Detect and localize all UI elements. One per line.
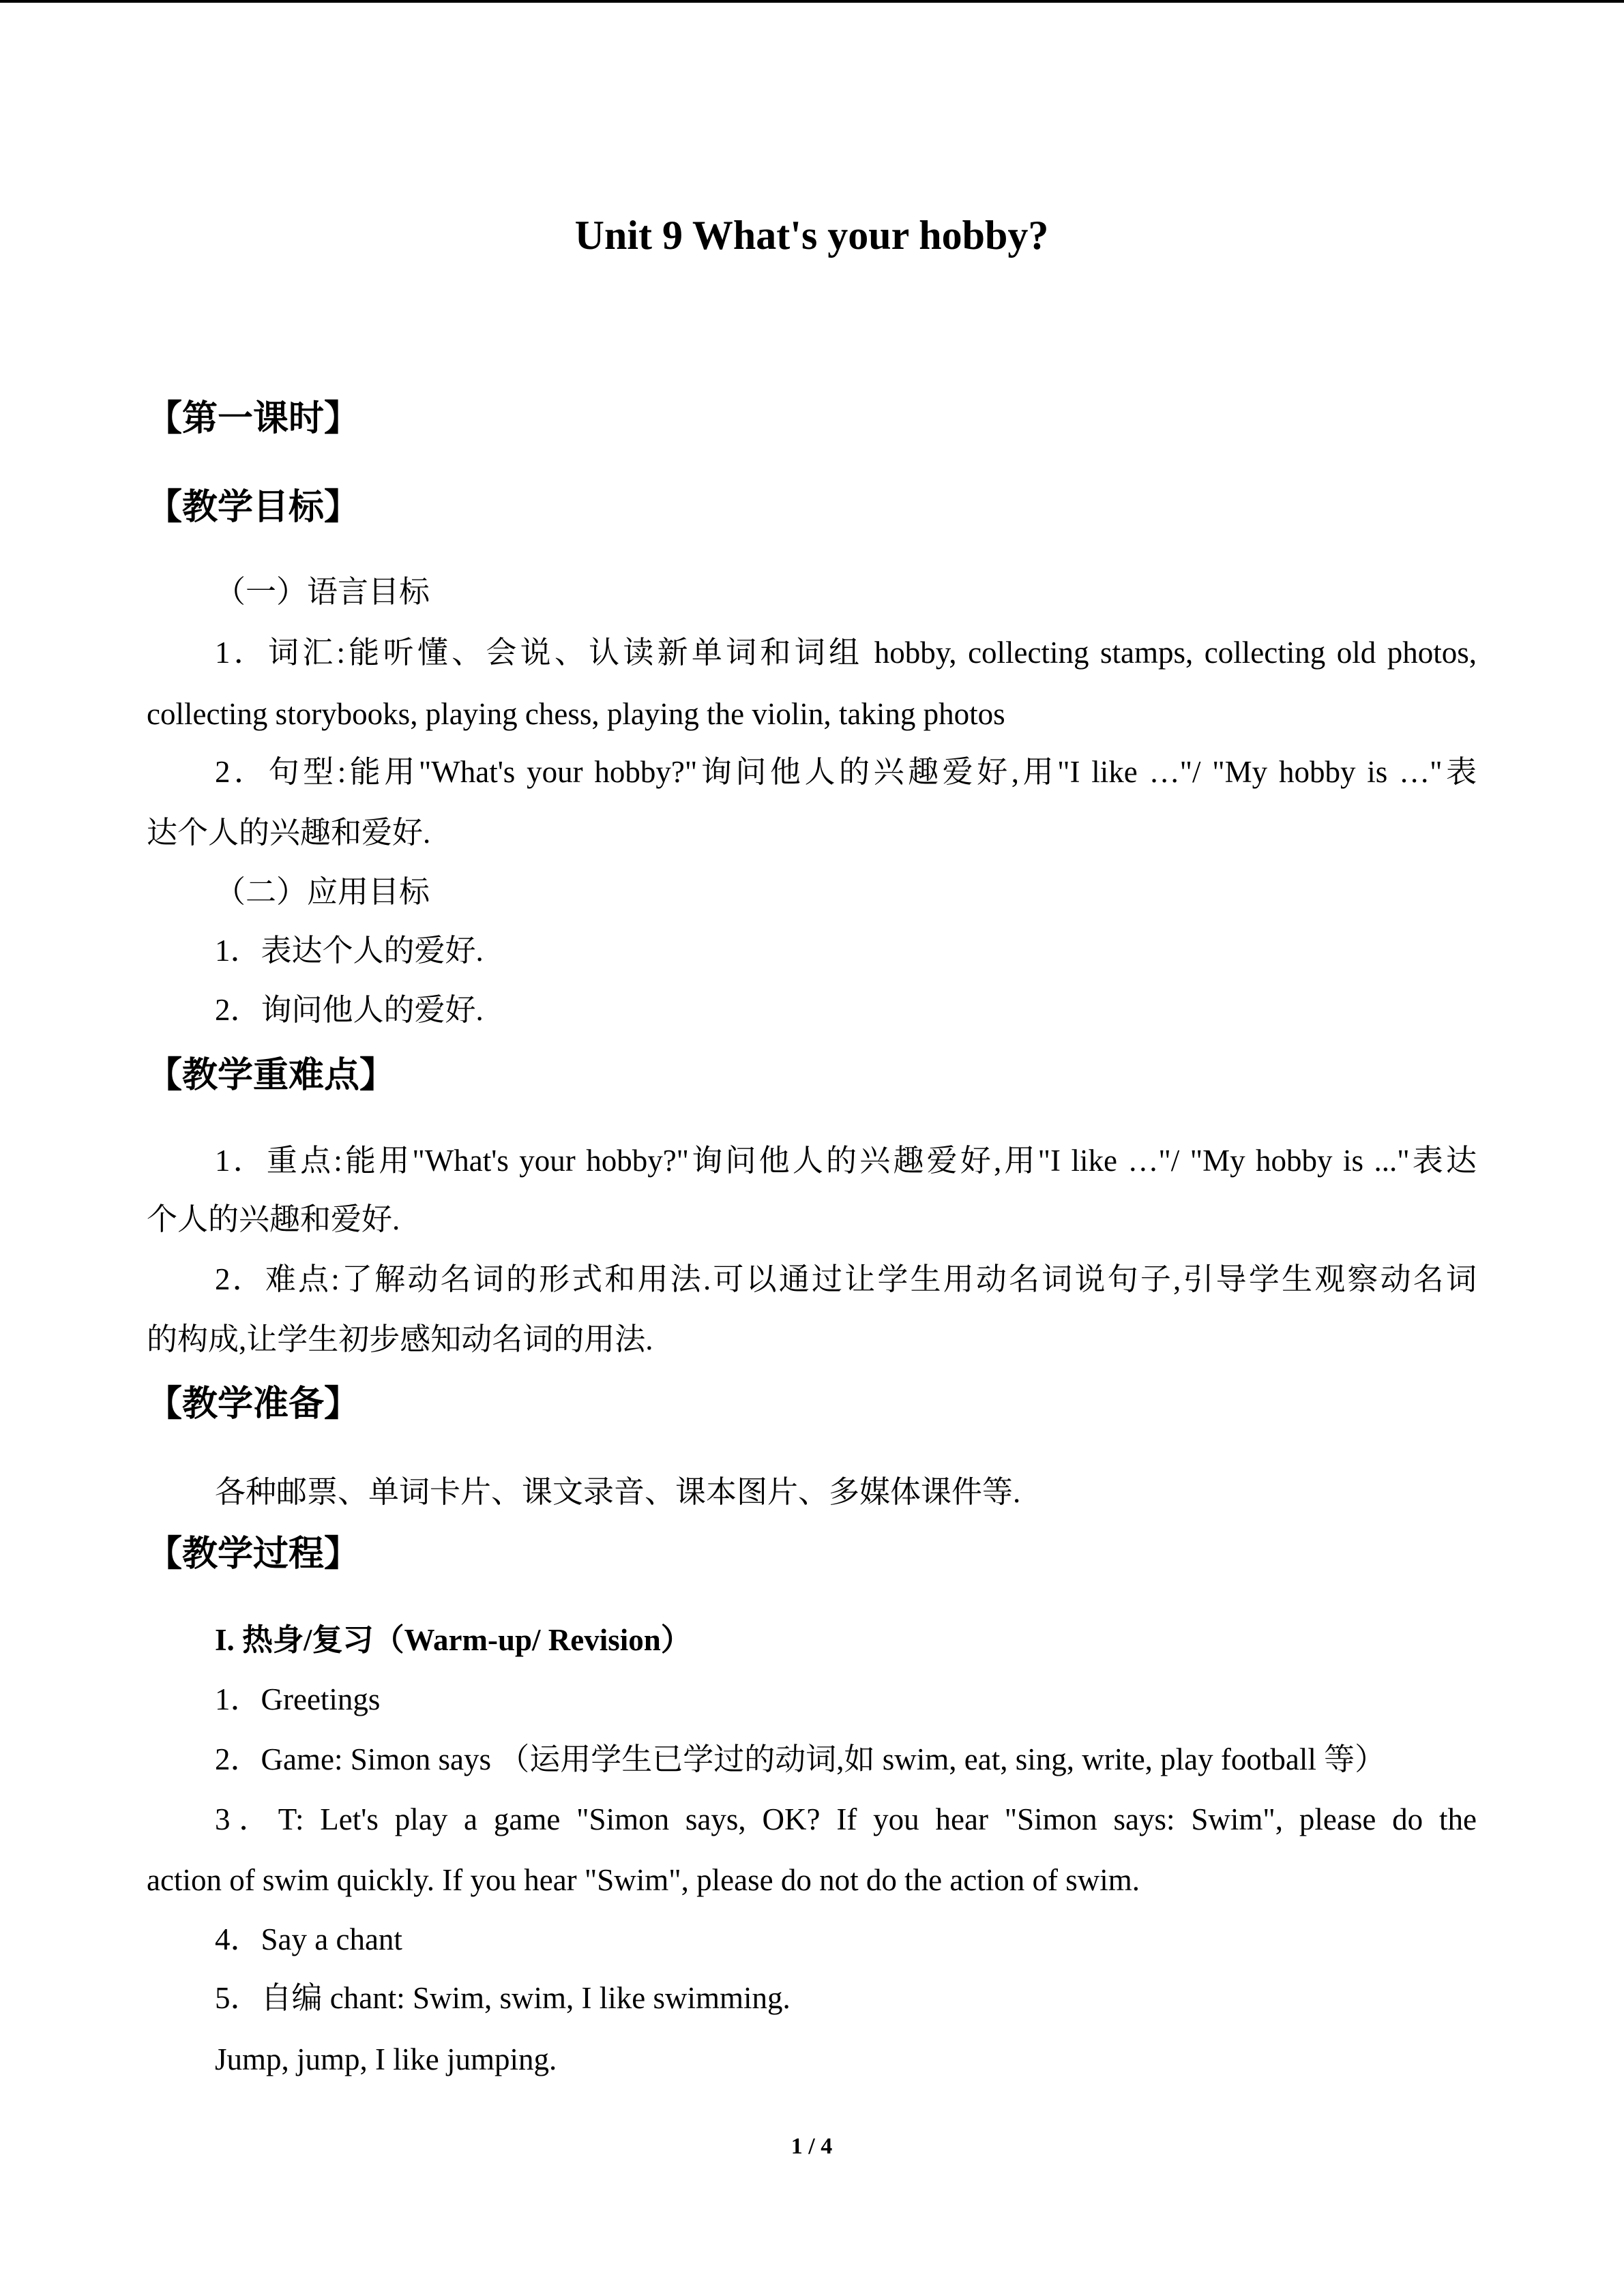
application-objective-1: 1．表达个人的爱好.	[215, 934, 484, 968]
key-focus-line2: 个人的兴趣和爱好.	[147, 1202, 400, 1236]
section-heading-preparation: 【教学准备】	[147, 1385, 360, 1424]
section-heading-process: 【教学过程】	[147, 1535, 360, 1574]
preparation-text: 各种邮票、单词卡片、课文录音、课本图片、多媒体课件等.	[215, 1475, 1021, 1509]
section-heading-key-points: 【教学重难点】	[147, 1056, 396, 1095]
process-item-1: 1．Greetings	[215, 1682, 381, 1716]
application-objective-2: 2．询问他人的爱好.	[215, 993, 484, 1027]
key-focus-line1: 1．重点:能用"What's your hobby?"询问他人的兴趣爱好,用"I like …"/ "My hobby is ..."表达	[215, 1144, 1477, 1178]
pattern-objective-line2: 达个人的兴趣和爱好.	[147, 816, 431, 850]
pattern-objective-line1: 2．句型:能用"What's your hobby?"询问他人的兴趣爱好,用"I like …"/ "My hobby is …"表	[215, 755, 1477, 789]
application-objective-title: （二）应用目标	[215, 875, 430, 909]
key-difficulty-line2: 的构成,让学生初步感知动名词的用法.	[147, 1322, 653, 1356]
page-number: 1 / 4	[791, 2134, 833, 2159]
process-item-2: 2．Game: Simon says （运用学生已学过的动词,如 swim, eat, sing, write, play football 等）	[215, 1742, 1386, 1776]
process-item-3-line2: action of swim quickly. If you hear "Swim", please do not do the action of swim.	[147, 1863, 1140, 1897]
language-objective-title: （一）语言目标	[215, 575, 430, 609]
process-item-5-continued: Jump, jump, I like jumping.	[215, 2042, 557, 2076]
process-step-title: I. 热身/复习（Warm-up/ Revision）	[215, 1623, 692, 1657]
process-item-5: 5．自编 chant: Swim, swim, I like swimming.	[215, 1981, 791, 2015]
document-page	[147, 0, 1477, 2296]
section-heading-lesson: 【第一课时】	[147, 400, 360, 438]
vocab-objective-line2: collecting storybooks, playing chess, playing the violin, taking photos	[147, 697, 1005, 731]
section-heading-objectives: 【教学目标】	[147, 488, 360, 527]
process-item-3-line1: 3．T: Let's play a game "Simon says, OK? If you hear "Simon says: Swim", please do the	[215, 1802, 1477, 1836]
document-title: Unit 9 What's your hobby?	[574, 213, 1049, 258]
key-difficulty-line1: 2．难点:了解动名词的形式和用法.可以通过让学生用动名词说句子,引导学生观察动名词	[215, 1262, 1477, 1296]
process-item-4: 4．Say a chant	[215, 1922, 402, 1956]
vocab-objective-line1: 1．词汇:能听懂、会说、认读新单词和词组 hobby, collecting stamps, collecting old photos,	[215, 636, 1477, 670]
